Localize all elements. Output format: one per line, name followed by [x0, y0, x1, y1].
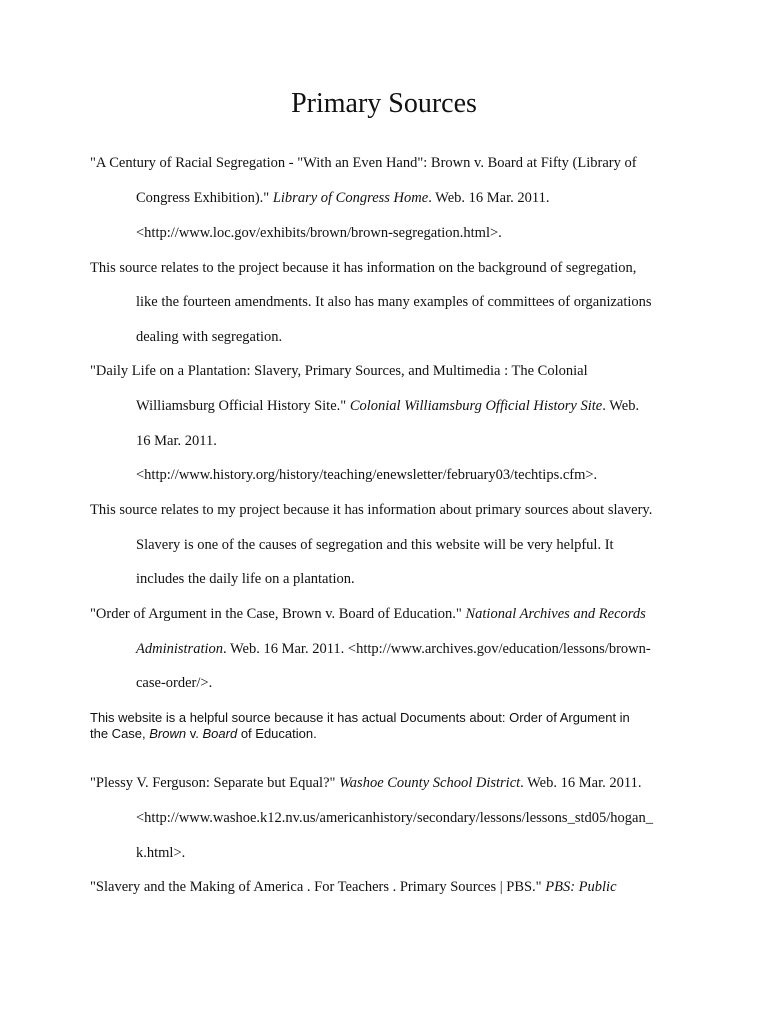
page-title: Primary Sources [291, 88, 477, 119]
annotation-line [136, 293, 696, 311]
annotation-text: This source relates to the project because it has information on the background of segregation, [90, 260, 637, 276]
annotation-text: includes the daily life on a plantation. [136, 571, 355, 587]
annotation-line [90, 259, 690, 277]
annotation-italic: Brown [149, 726, 187, 741]
citation-text: "Plessy V. Ferguson: Separate but Equal?" [90, 775, 340, 791]
citation-line [136, 397, 696, 415]
citation-text: Williamsburg Official History Site." [136, 398, 350, 414]
citation-text: . Web. [602, 398, 640, 414]
citation-line [90, 878, 690, 896]
citation-text: "Order of Argument in the Case, Brown v. Board of Education." [90, 606, 466, 622]
annotation-italic: Board [202, 726, 238, 741]
citation-url [136, 809, 696, 827]
annotation-text: Slavery is one of the causes of segregation and this website will be very helpful. It [136, 537, 614, 553]
citation-url [136, 844, 696, 862]
citation-source-title: Washoe County School District [339, 775, 521, 791]
citation-url [136, 224, 696, 242]
citation-line [90, 605, 690, 623]
citation-text: . Web. 16 Mar. 2011. [428, 190, 550, 206]
annotation-text: v. [186, 726, 203, 741]
citation-source-title: National Archives and Records [465, 606, 646, 622]
citation-line [136, 432, 696, 450]
annotation-text: the Case, [90, 726, 150, 741]
citation-text: "Daily Life on a Plantation: Slavery, Primary Sources, and Multimedia : The Colonial [90, 363, 588, 379]
citation-line [90, 774, 690, 792]
citation-line [136, 189, 696, 207]
citation-source-title: Library of Congress Home [272, 190, 429, 206]
annotation-line [136, 570, 696, 588]
annotation-line [90, 725, 690, 743]
citation-url-text: <http://www.loc.gov/exhibits/brown/brown-segregation.html>. [136, 225, 502, 241]
citation-text: "A Century of Racial Segregation - "With an Even Hand": Brown v. Board at Fifty (Library of [90, 155, 637, 171]
citation-url [136, 674, 696, 692]
citation-url-text: k.html>. [136, 845, 186, 861]
citation-text: . Web. 16 Mar. 2011. [520, 775, 642, 791]
annotation-text: of Education. [237, 726, 317, 741]
citation-url [136, 466, 696, 484]
citation-text: Congress Exhibition)." [136, 190, 273, 206]
annotation-text: This website is a helpful source because it has actual Documents about: Order of Argument in [90, 710, 630, 725]
annotation-text: dealing with segregation. [136, 329, 283, 345]
citation-source-title: PBS: Public [545, 879, 617, 895]
citation-text: 16 Mar. 2011. [136, 433, 217, 449]
citation-line [90, 362, 690, 380]
citation-source-title: Administration [136, 641, 224, 657]
citation-text: "Slavery and the Making of America . For Teachers . Primary Sources | PBS." [90, 879, 546, 895]
citation-url-text: case-order/>. [136, 675, 213, 691]
citation-url-text: <http://www.history.org/history/teaching/enewsletter/february03/techtips.cfm>. [136, 467, 598, 483]
annotation-line [136, 536, 696, 554]
annotation-text: This source relates to my project because it has information about primary sources about slavery. [90, 502, 653, 518]
citation-line [136, 640, 696, 658]
annotation-line [136, 328, 696, 346]
citation-url-text: <http://www.washoe.k12.nv.us/americanhistory/secondary/lessons/lessons_std05/hogan_ [136, 810, 653, 826]
citation-source-title: Colonial Williamsburg Official History Site [349, 398, 603, 414]
annotation-text: like the fourteen amendments. It also has many examples of committees of organizations [136, 294, 652, 310]
citation-line [90, 154, 690, 172]
annotation-line [90, 501, 690, 519]
citation-text: . Web. 16 Mar. 2011. <http://www.archives.gov/education/lessons/brown- [223, 641, 651, 657]
